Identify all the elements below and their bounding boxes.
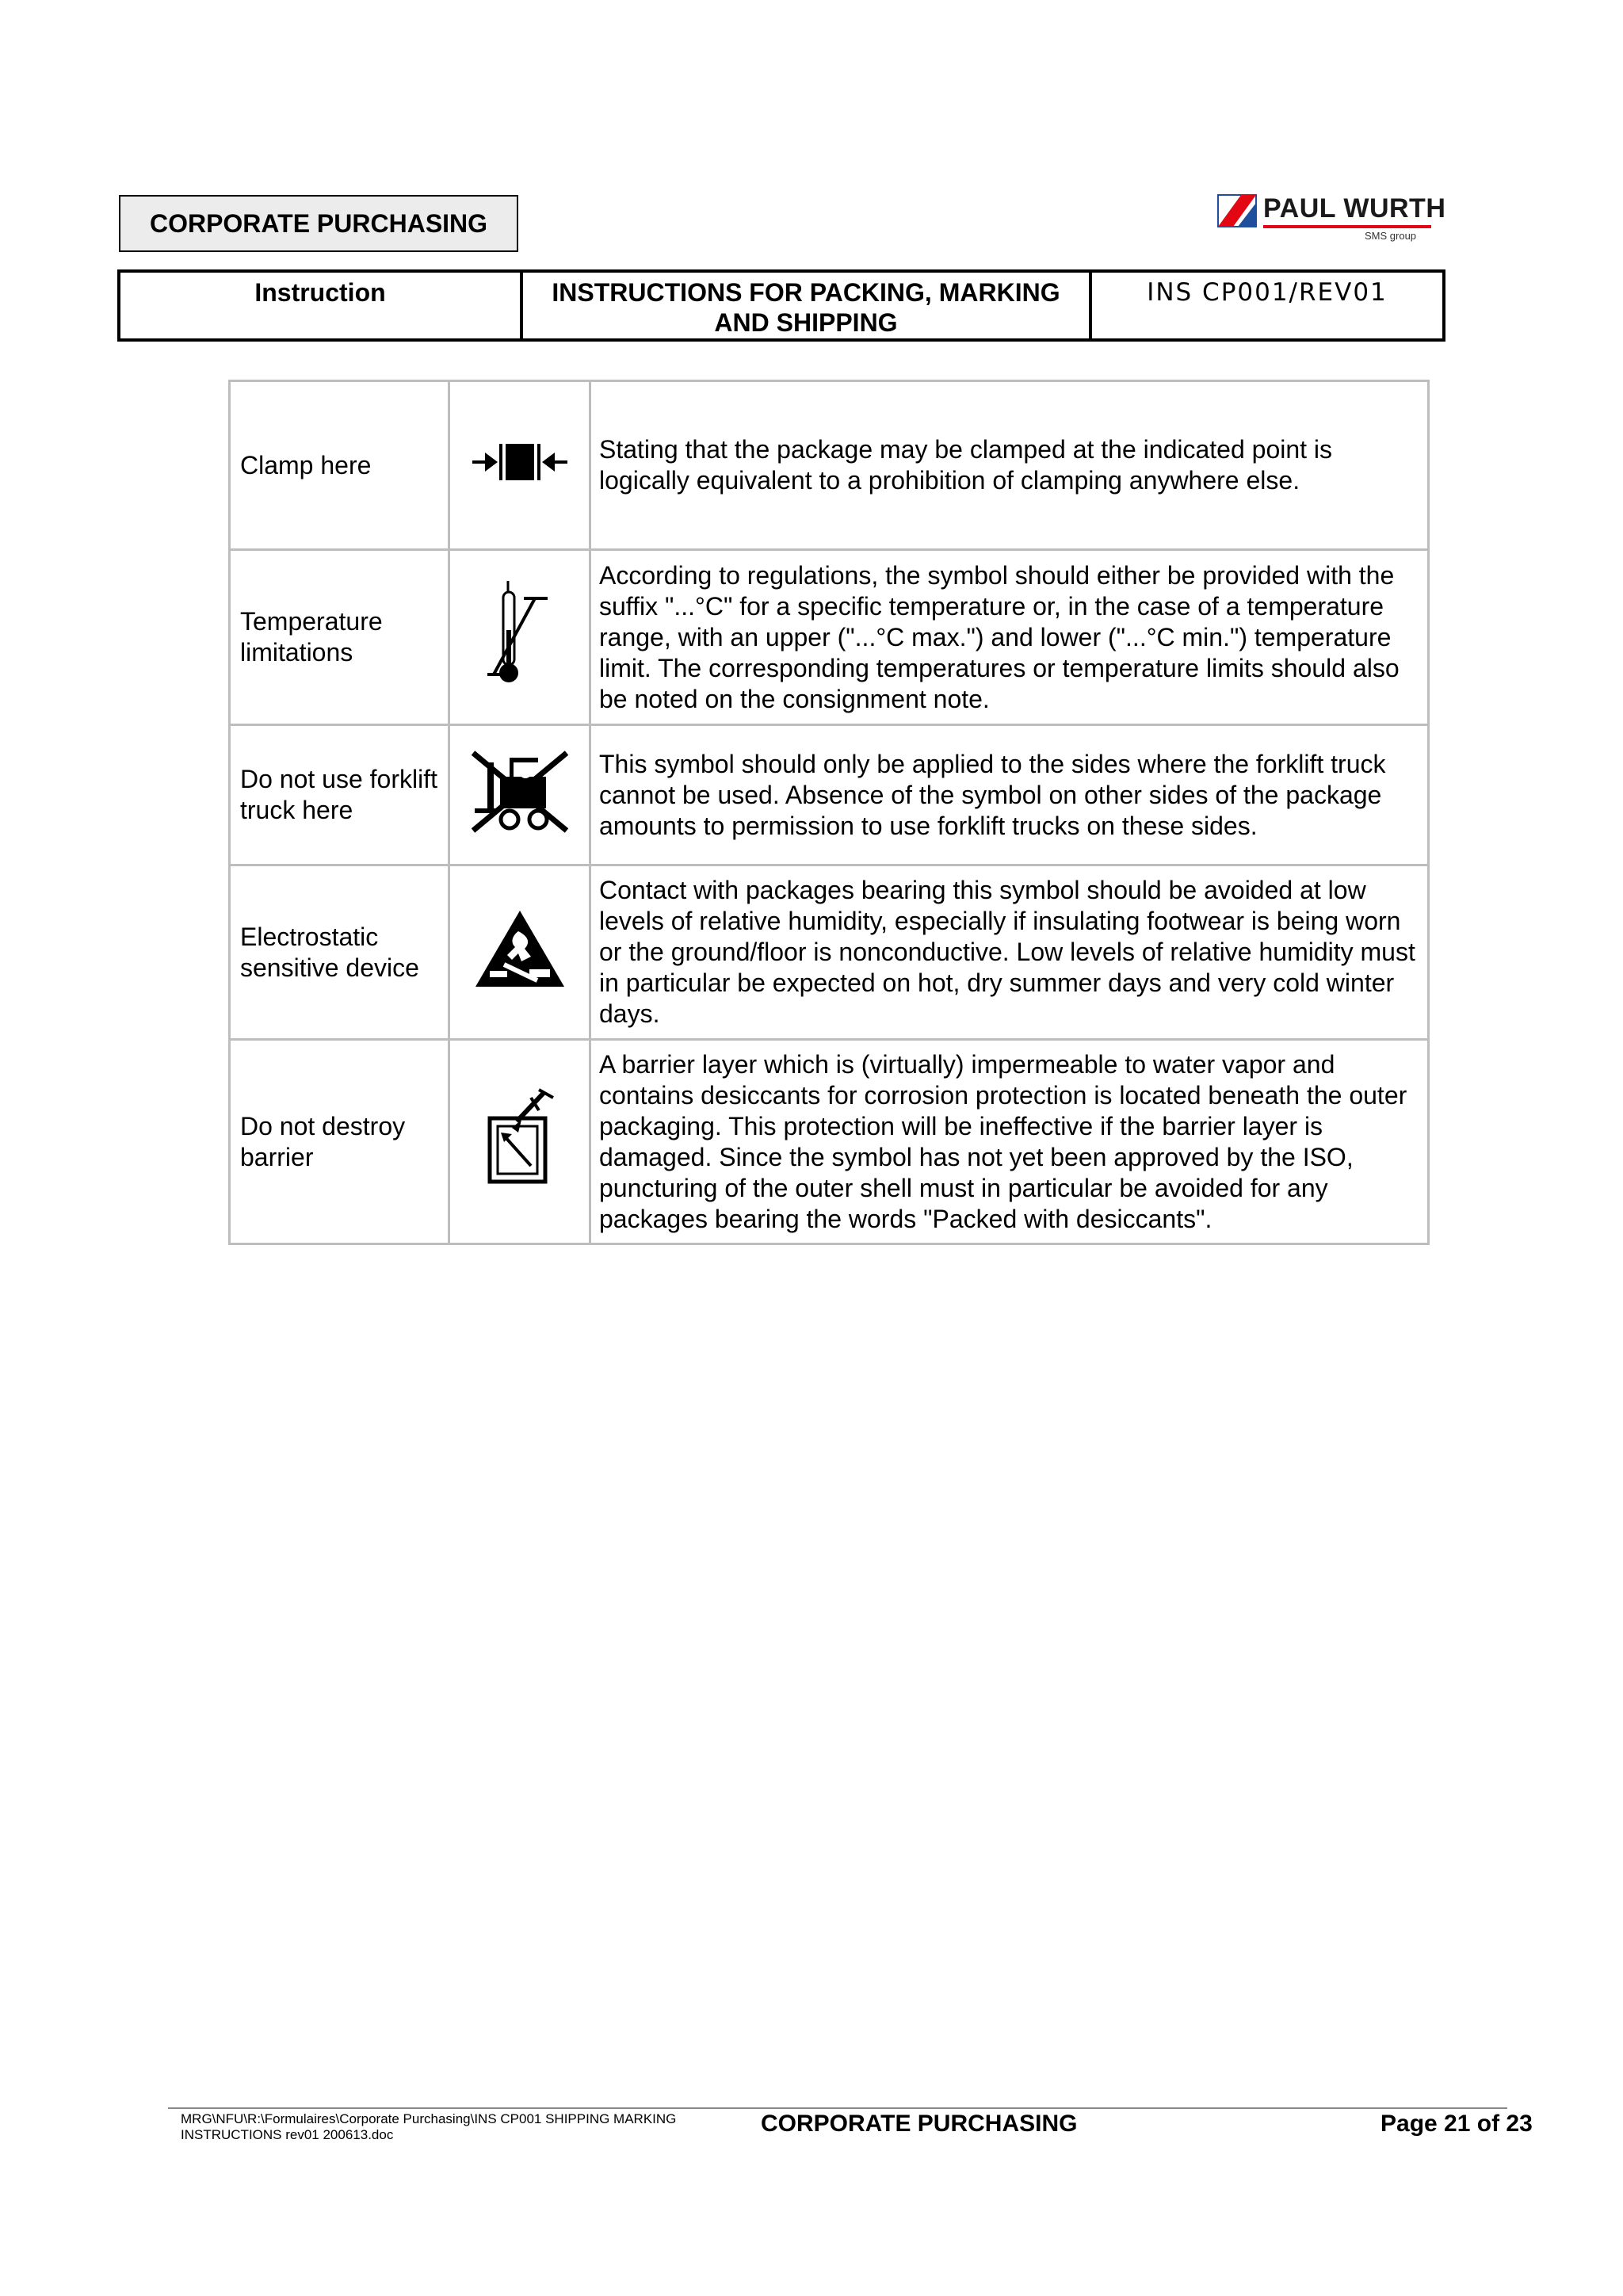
symbol-icon-cell [449,865,590,1040]
footer-file-path: MRG\NFU\R:\Formulaires\Corporate Purchasing\INS CP001 SHIPPING MARKING INSTRUCTIONS rev01 200613.doc [181,2111,677,2142]
electrostatic-warning-icon [472,907,567,990]
symbol-icon-cell [449,1040,590,1244]
table-row [230,381,1429,550]
footer-divider [168,2107,1507,2109]
thermometer-icon [484,575,556,693]
doc-title-cell: INSTRUCTIONS FOR PACKING, MARKING AND SHIPPING [521,271,1090,340]
no-forklift-icon [468,748,571,835]
corporate-purchasing-box: CORPORATE PURCHASING [119,195,518,252]
footer-page-number: Page 21 of 23 [1381,2111,1533,2137]
symbol-name: Clamp here [230,381,449,550]
symbol-description: Contact with packages bearing this symbol should be avoided at low levels of relative humidity, especially if insulating footwear is being worn or the ground/floor is nonconductive. Low levels of relative humidity must in particular be expected on hot, dry summer days and very cold winter days. [590,865,1429,1040]
symbol-icon-cell [449,725,590,865]
symbol-icon-cell [449,381,590,550]
symbol-name: Do not use forklift truck here [230,725,449,865]
logo-name: PAUL WURTH [1263,193,1446,223]
symbol-name: Do not destroy barrier [230,1040,449,1244]
paul-wurth-logo [1217,193,1446,249]
do-not-destroy-barrier-icon [480,1087,559,1190]
table-row [230,725,1429,865]
table-row [230,1040,1429,1244]
handling-symbols-table [228,380,1430,1245]
symbol-description: Stating that the package may be clamped at the indicated point is logically equivalent to a prohibition of clamping anywhere else. [590,381,1429,550]
logo-tagline: SMS group [1365,230,1417,242]
table-row [230,865,1429,1040]
symbol-icon-cell [449,550,590,725]
clamp-here-icon [471,441,569,483]
doc-type-cell: Instruction [119,271,521,340]
doc-code-cell: INS CP001/REV01 [1090,271,1444,340]
symbol-description: A barrier layer which is (virtually) impermeable to water vapor and contains desiccants for corrosion protection is located beneath the outer packaging. This protection will be ineffective if the barrier layer is damaged. Since the symbol has not yet been approved by the ISO, puncturing of the outer shell must in particular be avoided for any packages bearing the words "Packed with desiccants". [590,1040,1429,1244]
footer-department: CORPORATE PURCHASING [761,2111,1078,2137]
symbol-description: This symbol should only be applied to the sides where the forklift truck cannot be used. Absence of the symbol on other sides of the package amounts to permission to use forklift trucks on these sides. [590,725,1429,865]
document-header-table [117,269,1445,342]
paul-wurth-emblem-icon [1217,193,1258,230]
symbol-name: Electrostatic sensitive device [230,865,449,1040]
symbol-description: According to regulations, the symbol should either be provided with the suffix "...°C" for a specific temperature or, in the case of a temperature range, with an upper ("...°C max.") and lower ("...°C min.") temperature limit. The corresponding temperatures or temperature limits should also be noted on the consignment note. [590,550,1429,725]
symbol-name: Temperature limitations [230,550,449,725]
table-row [230,550,1429,725]
